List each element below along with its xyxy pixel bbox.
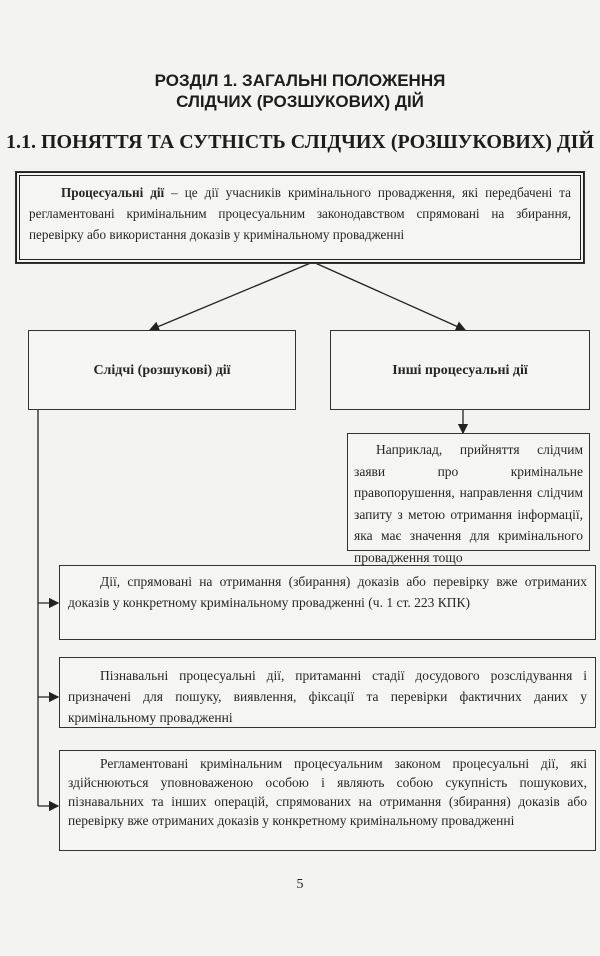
feature-box-2: Пізнавальні процесуальні дії, притаманні стадії досудового розслідування і призначені для пошуку, виявлення, фіксації та перевірки фактичних даних у кримінальному провадженні	[59, 657, 596, 728]
example-text: Наприклад, прийняття слідчим заяви про кримінальне правопорушення, направлення слідчим запиту з метою отримання інформації, яка має значення для кримінального провадження тощо	[354, 442, 583, 565]
other-actions-box: Інші процесуальні дії	[330, 330, 590, 410]
example-box	[347, 433, 590, 565]
feature-box-3: Регламентовані кримінальним процесуальним законом процесуальні дії, які здійснюються уповноваженою особою і являють собою сукупність пошукових, пізнавальних та інших операцій, спрямованих на отримання (збирання) доказів або перевірку вже отриманих доказів у конкретному кримінальному провадженні	[59, 750, 596, 851]
definition-term: Процесуальні дії	[61, 185, 165, 200]
subsection-title: 1.1. ПОНЯТТЯ ТА СУТНІСТЬ СЛІДЧИХ (РОЗШУКОВИХ) ДІЙ	[5, 131, 595, 153]
definition-box	[16, 172, 584, 263]
page-number: 5	[296, 877, 304, 892]
feature-box-1: Дії, спрямовані на отримання (збирання) доказів або перевірку вже отриманих доказів у конкретному кримінальному провадженні (ч. 1 ст. 223 КПК)	[59, 565, 596, 640]
arrow-to-other	[313, 262, 465, 330]
arrow-to-investigative	[150, 262, 313, 330]
definition-text: – це дії учасників кримінального провадження, які передбачені та регламентовані кримінальним процесуальним законодавством спрямовані на збирання, перевірку або використання доказів у кримінальному провадженні	[29, 185, 572, 242]
investigative-actions-box: Слідчі (розшукові) дії	[28, 330, 296, 410]
section-title: РОЗДІЛ 1. ЗАГАЛЬНІ ПОЛОЖЕННЯ СЛІДЧИХ (РОЗШУКОВИХ) ДІЙ	[154, 71, 446, 111]
